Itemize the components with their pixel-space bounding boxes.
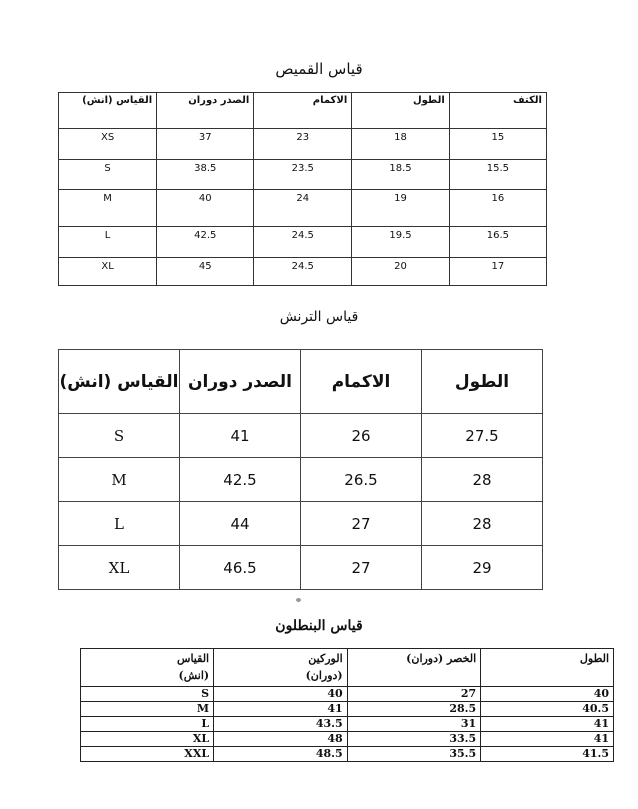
cell: S bbox=[59, 160, 157, 190]
cell: 29 bbox=[422, 546, 543, 590]
cell: 16.5 bbox=[449, 227, 546, 258]
shirt-size-title: قياس القميص bbox=[275, 60, 363, 78]
header-length: الطول bbox=[352, 93, 450, 129]
header-sleeves: الاكمام bbox=[301, 350, 422, 414]
header-length: الطول bbox=[422, 350, 543, 414]
cell: 44 bbox=[180, 502, 301, 546]
cell: 20 bbox=[352, 258, 450, 286]
cell: 31 bbox=[347, 717, 481, 732]
cell: 23.5 bbox=[254, 160, 352, 190]
cell: 27 bbox=[347, 687, 481, 702]
cell: 46.5 bbox=[180, 546, 301, 590]
cell: 23 bbox=[254, 129, 352, 160]
table-row bbox=[59, 546, 543, 590]
header-chest: الصدر دوران bbox=[157, 93, 254, 129]
cell: XXL bbox=[81, 747, 214, 762]
tracksuit-size-table bbox=[58, 349, 543, 590]
cell: 26.5 bbox=[301, 458, 422, 502]
cell: 40.5 bbox=[481, 702, 614, 717]
cell: 43.5 bbox=[214, 717, 348, 732]
table-row bbox=[81, 702, 614, 717]
cell: S bbox=[59, 414, 180, 458]
cell: 15 bbox=[449, 129, 546, 160]
table-row bbox=[59, 160, 547, 190]
cell: M bbox=[59, 458, 180, 502]
header-sleeves: الاكمام bbox=[254, 93, 352, 129]
cell: L bbox=[59, 502, 180, 546]
cell: 15.5 bbox=[449, 160, 546, 190]
cell: XL bbox=[81, 732, 214, 747]
cell: 48 bbox=[214, 732, 348, 747]
cell: 41 bbox=[180, 414, 301, 458]
cell: 28 bbox=[422, 502, 543, 546]
header-waist: الخصر (دوران) bbox=[347, 649, 481, 687]
cell: 24.5 bbox=[254, 258, 352, 286]
cell: XL bbox=[59, 258, 157, 286]
cell: 28 bbox=[422, 458, 543, 502]
cell: M bbox=[81, 702, 214, 717]
cell: 27 bbox=[301, 502, 422, 546]
cell: M bbox=[59, 190, 157, 227]
cell: 24.5 bbox=[254, 227, 352, 258]
table-row bbox=[81, 747, 614, 762]
cell: 28.5 bbox=[347, 702, 481, 717]
header-shoulder: الكتف bbox=[449, 93, 546, 129]
cell: 42.5 bbox=[180, 458, 301, 502]
table-row bbox=[81, 717, 614, 732]
cell: 40 bbox=[214, 687, 348, 702]
cell: L bbox=[81, 717, 214, 732]
cell: 26 bbox=[301, 414, 422, 458]
table-row bbox=[59, 190, 547, 227]
stray-dot bbox=[296, 598, 301, 602]
cell: 16 bbox=[449, 190, 546, 227]
pants-size-table bbox=[80, 648, 614, 762]
header-size: القياس (انش) bbox=[59, 93, 157, 129]
cell: XL bbox=[59, 546, 180, 590]
cell: 27.5 bbox=[422, 414, 543, 458]
table-row bbox=[59, 129, 547, 160]
cell: 17 bbox=[449, 258, 546, 286]
cell: 19.5 bbox=[352, 227, 450, 258]
table-header-row bbox=[81, 649, 614, 687]
cell: 42.5 bbox=[157, 227, 254, 258]
header-chest: الصدر دوران bbox=[180, 350, 301, 414]
tracksuit-size-title: قياس الترنش bbox=[279, 309, 359, 325]
cell: 35.5 bbox=[347, 747, 481, 762]
cell: 41 bbox=[481, 732, 614, 747]
cell: XS bbox=[59, 129, 157, 160]
cell: 27 bbox=[301, 546, 422, 590]
pants-size-title: قياس البنطلون bbox=[275, 618, 363, 634]
table-row bbox=[81, 687, 614, 702]
cell: 37 bbox=[157, 129, 254, 160]
cell: 18 bbox=[352, 129, 450, 160]
table-row bbox=[59, 502, 543, 546]
table-row bbox=[59, 458, 543, 502]
cell: 33.5 bbox=[347, 732, 481, 747]
table-row bbox=[59, 414, 543, 458]
cell: 24 bbox=[254, 190, 352, 227]
cell: 45 bbox=[157, 258, 254, 286]
cell: S bbox=[81, 687, 214, 702]
header-size: القياس (انش) bbox=[81, 649, 214, 687]
cell: 38.5 bbox=[157, 160, 254, 190]
cell: 19 bbox=[352, 190, 450, 227]
table-header-row bbox=[59, 350, 543, 414]
shirt-size-table bbox=[58, 92, 547, 286]
table-row bbox=[59, 258, 547, 286]
cell: 18.5 bbox=[352, 160, 450, 190]
cell: 40 bbox=[481, 687, 614, 702]
cell: 48.5 bbox=[214, 747, 348, 762]
cell: 41 bbox=[481, 717, 614, 732]
cell: L bbox=[59, 227, 157, 258]
cell: 41.5 bbox=[481, 747, 614, 762]
header-length: الطول bbox=[481, 649, 614, 687]
table-row bbox=[81, 732, 614, 747]
table-header-row bbox=[59, 93, 547, 129]
table-row bbox=[59, 227, 547, 258]
header-size: القياس (انش) bbox=[59, 350, 180, 414]
header-hips: الوركين (دوران) bbox=[214, 649, 348, 687]
cell: 41 bbox=[214, 702, 348, 717]
cell: 40 bbox=[157, 190, 254, 227]
